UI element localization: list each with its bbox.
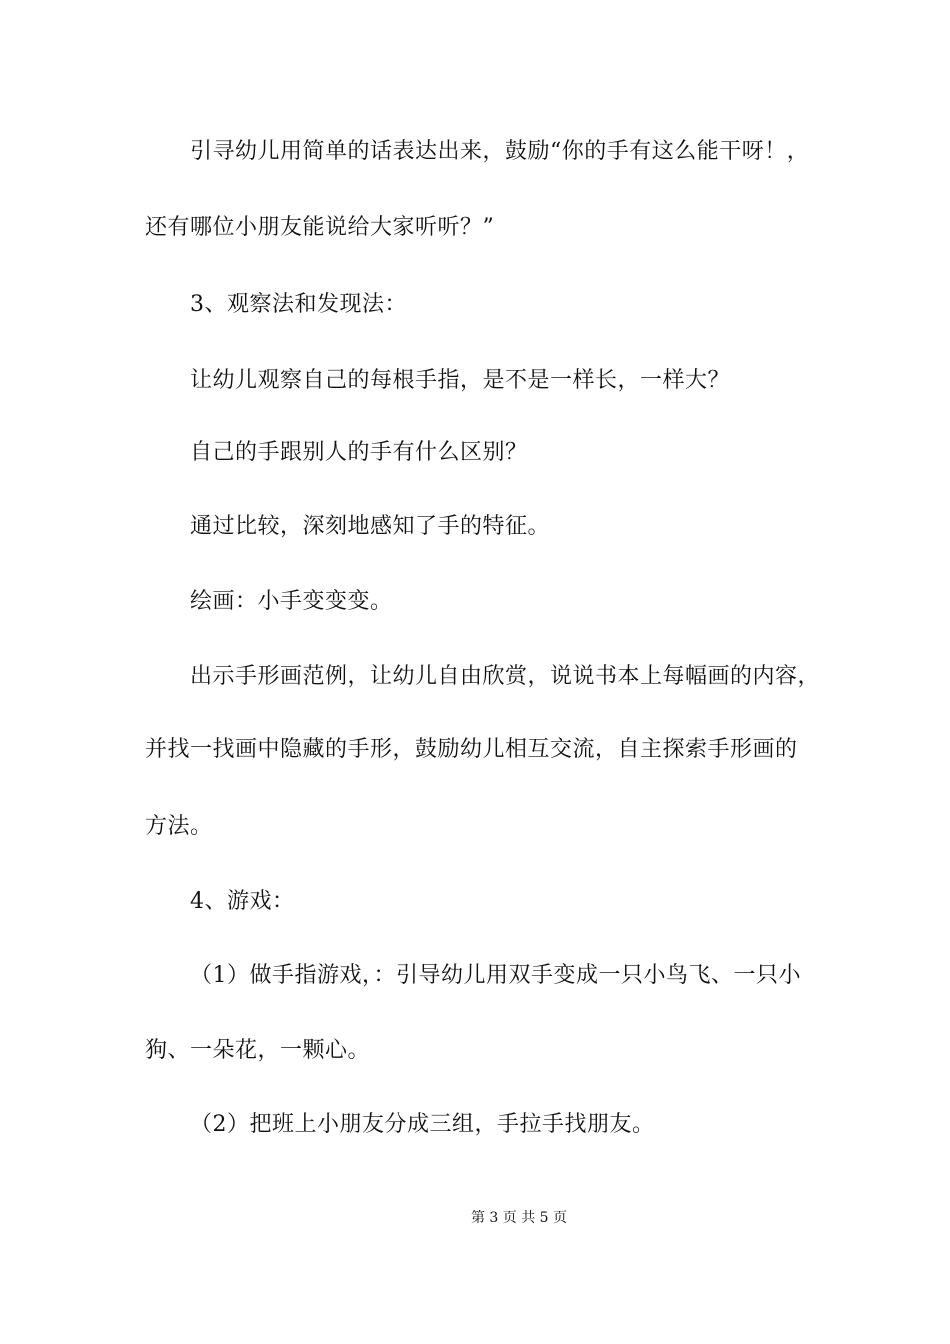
paragraph-line: 方法。 (145, 814, 213, 839)
paragraph-line: 通过比较，深刻地感知了手的特征。 (190, 514, 551, 539)
paragraph-line: （2）把班上小朋友分成三组，手拉手找朋友。 (190, 1112, 655, 1137)
paragraph-line: 狗、一朵花，一颗心。 (145, 1038, 371, 1063)
section-heading: 4、游戏： (190, 889, 295, 914)
paragraph-line: 引寻幼儿用简单的话表达出来，鼓励“你的手有这么能干呀！， (190, 139, 810, 164)
paragraph-line: 并找一找画中隐藏的手形，鼓励幼儿相互交流，自主探索手形画的 (145, 737, 798, 762)
paragraph-line: 让幼儿观察自己的每根手指，是不是一样长，一样大？ (190, 368, 731, 393)
paragraph-line: （1）做手指游戏，：引导幼儿用双手变成一只小鸟飞、一只小 (190, 963, 801, 988)
paragraph-line: 自己的手跟别人的手有什么区别？ (190, 440, 528, 465)
paragraph-line: 还有哪位小朋友能说给大家听听？” (145, 215, 495, 240)
page-footer: 第 3 页 共 5 页 (470, 1210, 568, 1226)
paragraph-line: 绘画：小手变变变。 (190, 589, 393, 614)
section-heading: 3、观察法和发现法： (190, 292, 407, 317)
paragraph-line: 出示手形画范例，让幼儿自由欣赏，说说书本上每幅画的内容， (190, 664, 821, 689)
